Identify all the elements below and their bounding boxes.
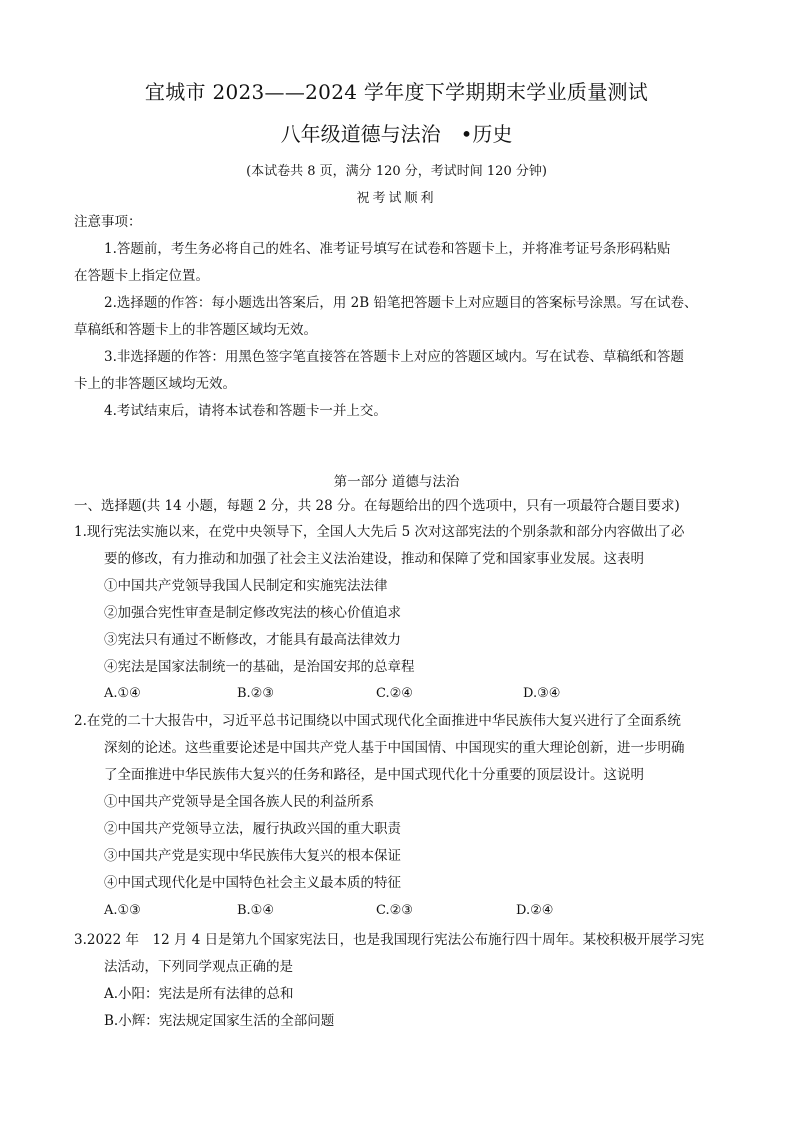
- q1-option-a[interactable]: A.①④: [104, 686, 141, 701]
- good-luck-text: 祝考试顺利: [356, 191, 437, 206]
- q1-stem-cont: 要的修改，有力推动和加强了社会主义法治建设，推动和保障了党和国家事业发展。这表明: [104, 551, 644, 567]
- q2-option-a[interactable]: A.①③: [104, 903, 141, 918]
- q1-statement-3: ③宪法只有通过不断修改，才能具有最高法律效力: [104, 632, 401, 648]
- q2-statement-2: ②中国共产党领导立法，履行执政兴国的重大职责: [104, 821, 401, 837]
- q2-stem-cont-1: 深刻的论述。这些重要论述是中国共产党人基于中国国情、中国现实的重大理论创新，进一步明确: [104, 740, 685, 756]
- notice-item-3: 3.非选择题的作答：用黑色签字笔直接答在答题卡上对应的答题区域内。写在试卷、草稿纸和答题: [104, 349, 684, 365]
- q2-stem-cont-2: 了全面推进中华民族伟大复兴的任务和路径，是中国式现代化十分重要的顶层设计。这说明: [104, 767, 644, 783]
- q1-options: [0, 684, 793, 704]
- q2-option-c[interactable]: C.②③: [376, 903, 413, 918]
- notice-item-2: 2.选择题的作答：每小题选出答案后，用 2B 铅笔把答题卡上对应题目的答案标号涂黑。写在试卷、: [104, 295, 698, 311]
- exam-title: 宜城市 2023——2024 学年度下学期期末学业质量测试: [144, 80, 649, 104]
- q2-stem: 2.在党的二十大报告中，习近平总书记围绕以中国式现代化全面推进中华民族伟大复兴进行了全面系统: [74, 713, 681, 729]
- q2-option-d[interactable]: D.②④: [516, 903, 554, 918]
- notice-item-1: 1.答题前，考生务必将自己的姓名、准考证号填写在试卷和答题卡上，并将准考证号条形码粘贴: [104, 241, 671, 257]
- q3-option-b[interactable]: B.小辉：宪法规定国家生活的全部问题: [104, 1013, 335, 1029]
- q3-stem-cont: 法活动，下列同学观点正确的是: [104, 959, 293, 975]
- q2-statement-3: ③中国共产党是实现中华民族伟大复兴的根本保证: [104, 848, 401, 864]
- q1-statement-1: ①中国共产党领导我国人民制定和实施宪法法律: [104, 578, 388, 594]
- q2-option-b[interactable]: B.①④: [237, 903, 274, 918]
- exam-info: (本试卷共 8 页，满分 120 分，考试时间 120 分钟): [246, 164, 547, 179]
- notice-item-2-cont: 草稿纸和答题卡上的非答题区域均无效。: [74, 322, 317, 338]
- notice-item-1-cont: 在答题卡上指定位置。: [74, 268, 209, 284]
- notice-item-4: 4.考试结束后，请将本试卷和答题卡一并上交。: [104, 403, 387, 419]
- q1-option-d[interactable]: D.③④: [523, 686, 561, 701]
- q1-stem: 1.现行宪法实施以来，在党中央领导下，全国人大先后 5 次对这部宪法的个别条款和部分内容做出了必: [74, 524, 685, 540]
- q1-statement-2: ②加强合宪性审查是制定修改宪法的核心价值追求: [104, 605, 401, 621]
- q2-options: [0, 901, 793, 921]
- q1-option-b[interactable]: B.②③: [237, 686, 274, 701]
- notice-item-3-cont: 卡上的非答题区域均无效。: [74, 376, 236, 392]
- section-title: 一、选择题(共 14 小题，每题 2 分，共 28 分。在每题给出的四个选项中，只有一项最符合题目要求): [74, 498, 680, 514]
- q1-statement-4: ④宪法是国家法制统一的基础，是治国安邦的总章程: [104, 659, 415, 675]
- exam-subtitle: 八年级道德与法治 •历史: [280, 122, 513, 146]
- q1-option-c[interactable]: C.②④: [376, 686, 413, 701]
- notice-heading: 注意事项：: [74, 214, 142, 230]
- q2-statement-1: ①中国共产党领导是全国各族人民的利益所系: [104, 794, 374, 810]
- q3-option-a[interactable]: A.小阳：宪法是所有法律的总和: [104, 986, 294, 1002]
- part-heading: 第一部分 道德与法治: [333, 474, 460, 490]
- q2-statement-4: ④中国式现代化是中国特色社会主义最本质的特征: [104, 875, 401, 891]
- q3-stem: 3.2022 年 12 月 4 日是第九个国家宪法日，也是我国现行宪法公布施行四十周年。某校积极开展学习宪: [74, 932, 705, 948]
